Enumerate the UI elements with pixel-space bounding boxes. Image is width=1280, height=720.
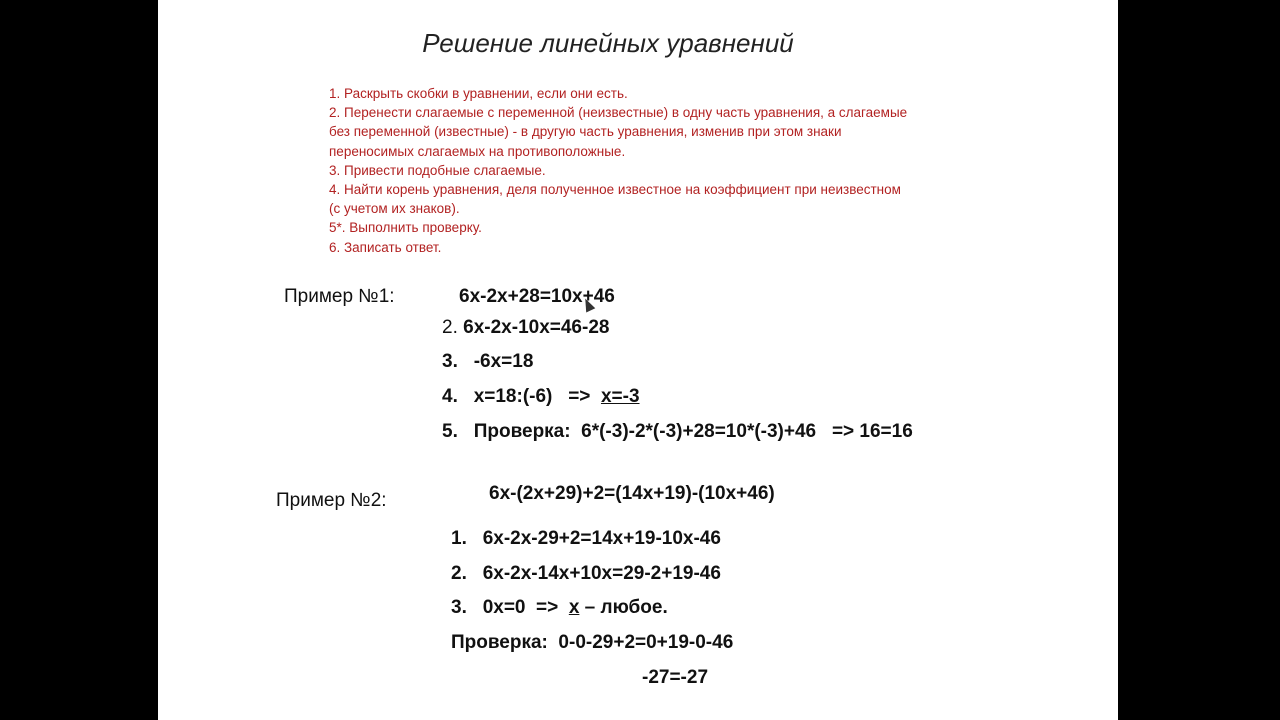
example1-equation: 6x-2x+28=10x+46 [459, 286, 615, 307]
rule-line: 5*. Выполнить проверку. [329, 220, 482, 236]
slide-title: Решение линейных уравнений [422, 28, 794, 58]
example2-check: Проверка: 0-0-29+2=0+19-0-46 [451, 632, 734, 653]
step-number: 3. [451, 597, 467, 618]
example2-step3 [451, 597, 668, 619]
step-text: Проверка: 6*(-3)-2*(-3)+28=10*(-3)+46 => 16=16 [473, 421, 913, 442]
example1-step2 [442, 317, 609, 339]
step-text: x=18:(-6) => [473, 386, 601, 407]
step-text: 6x-2x-29+2=14x+19-10x-46 [482, 528, 721, 549]
answer: x=-3 [600, 386, 640, 407]
example2-label: Пример №2: [276, 490, 387, 511]
rule-line: (с учетом их знаков). [329, 201, 460, 217]
step-number: 2. [451, 563, 467, 584]
step-text: 6x-2x-10x=46-28 [463, 317, 610, 338]
rule-line: 3. Привести подобные слагаемые. [329, 162, 546, 178]
example2-step1 [451, 528, 721, 550]
example2-check-result: -27=-27 [642, 667, 709, 688]
rule-line: без переменной (известные) - в другую часть уравнения, изменив при этом знаки [329, 124, 842, 140]
example1-step5 [442, 421, 913, 443]
example1-step4 [442, 386, 640, 408]
step-number: 4. [442, 386, 458, 407]
example1-label: Пример №1: [284, 286, 395, 307]
step-number: 3. [442, 351, 458, 372]
example2-equation: 6x-(2x+29)+2=(14x+19)-(10x+46) [489, 483, 775, 504]
slide [158, 0, 1118, 720]
rule-line: 6. Записать ответ. [329, 239, 442, 255]
rule-line: переносимых слагаемых на противоположные. [329, 143, 626, 159]
step-text: -6x=18 [473, 351, 534, 372]
step-text: – любое. [579, 597, 668, 618]
example1-step3 [442, 351, 533, 373]
example2-step2 [451, 563, 721, 585]
rule-line: 1. Раскрыть скобки в уравнении, если они есть. [329, 86, 628, 101]
step-number: 2. [442, 317, 458, 338]
step-text: 6x-2x-14x+10x=29-2+19-46 [482, 563, 721, 584]
rule-line: 4. Найти корень уравнения, деля полученное известное на коэффициент при неизвестном [329, 182, 901, 198]
step-number: 1. [451, 528, 467, 549]
step-number: 5. [442, 421, 458, 442]
step-text: 0x=0 => [482, 597, 569, 618]
answer-variable: x [568, 597, 580, 618]
rules-list [329, 84, 969, 257]
rule-line: 2. Перенести слагаемые с переменной (неизвестные) в одну часть уравнения, а слагаемые [329, 105, 908, 121]
